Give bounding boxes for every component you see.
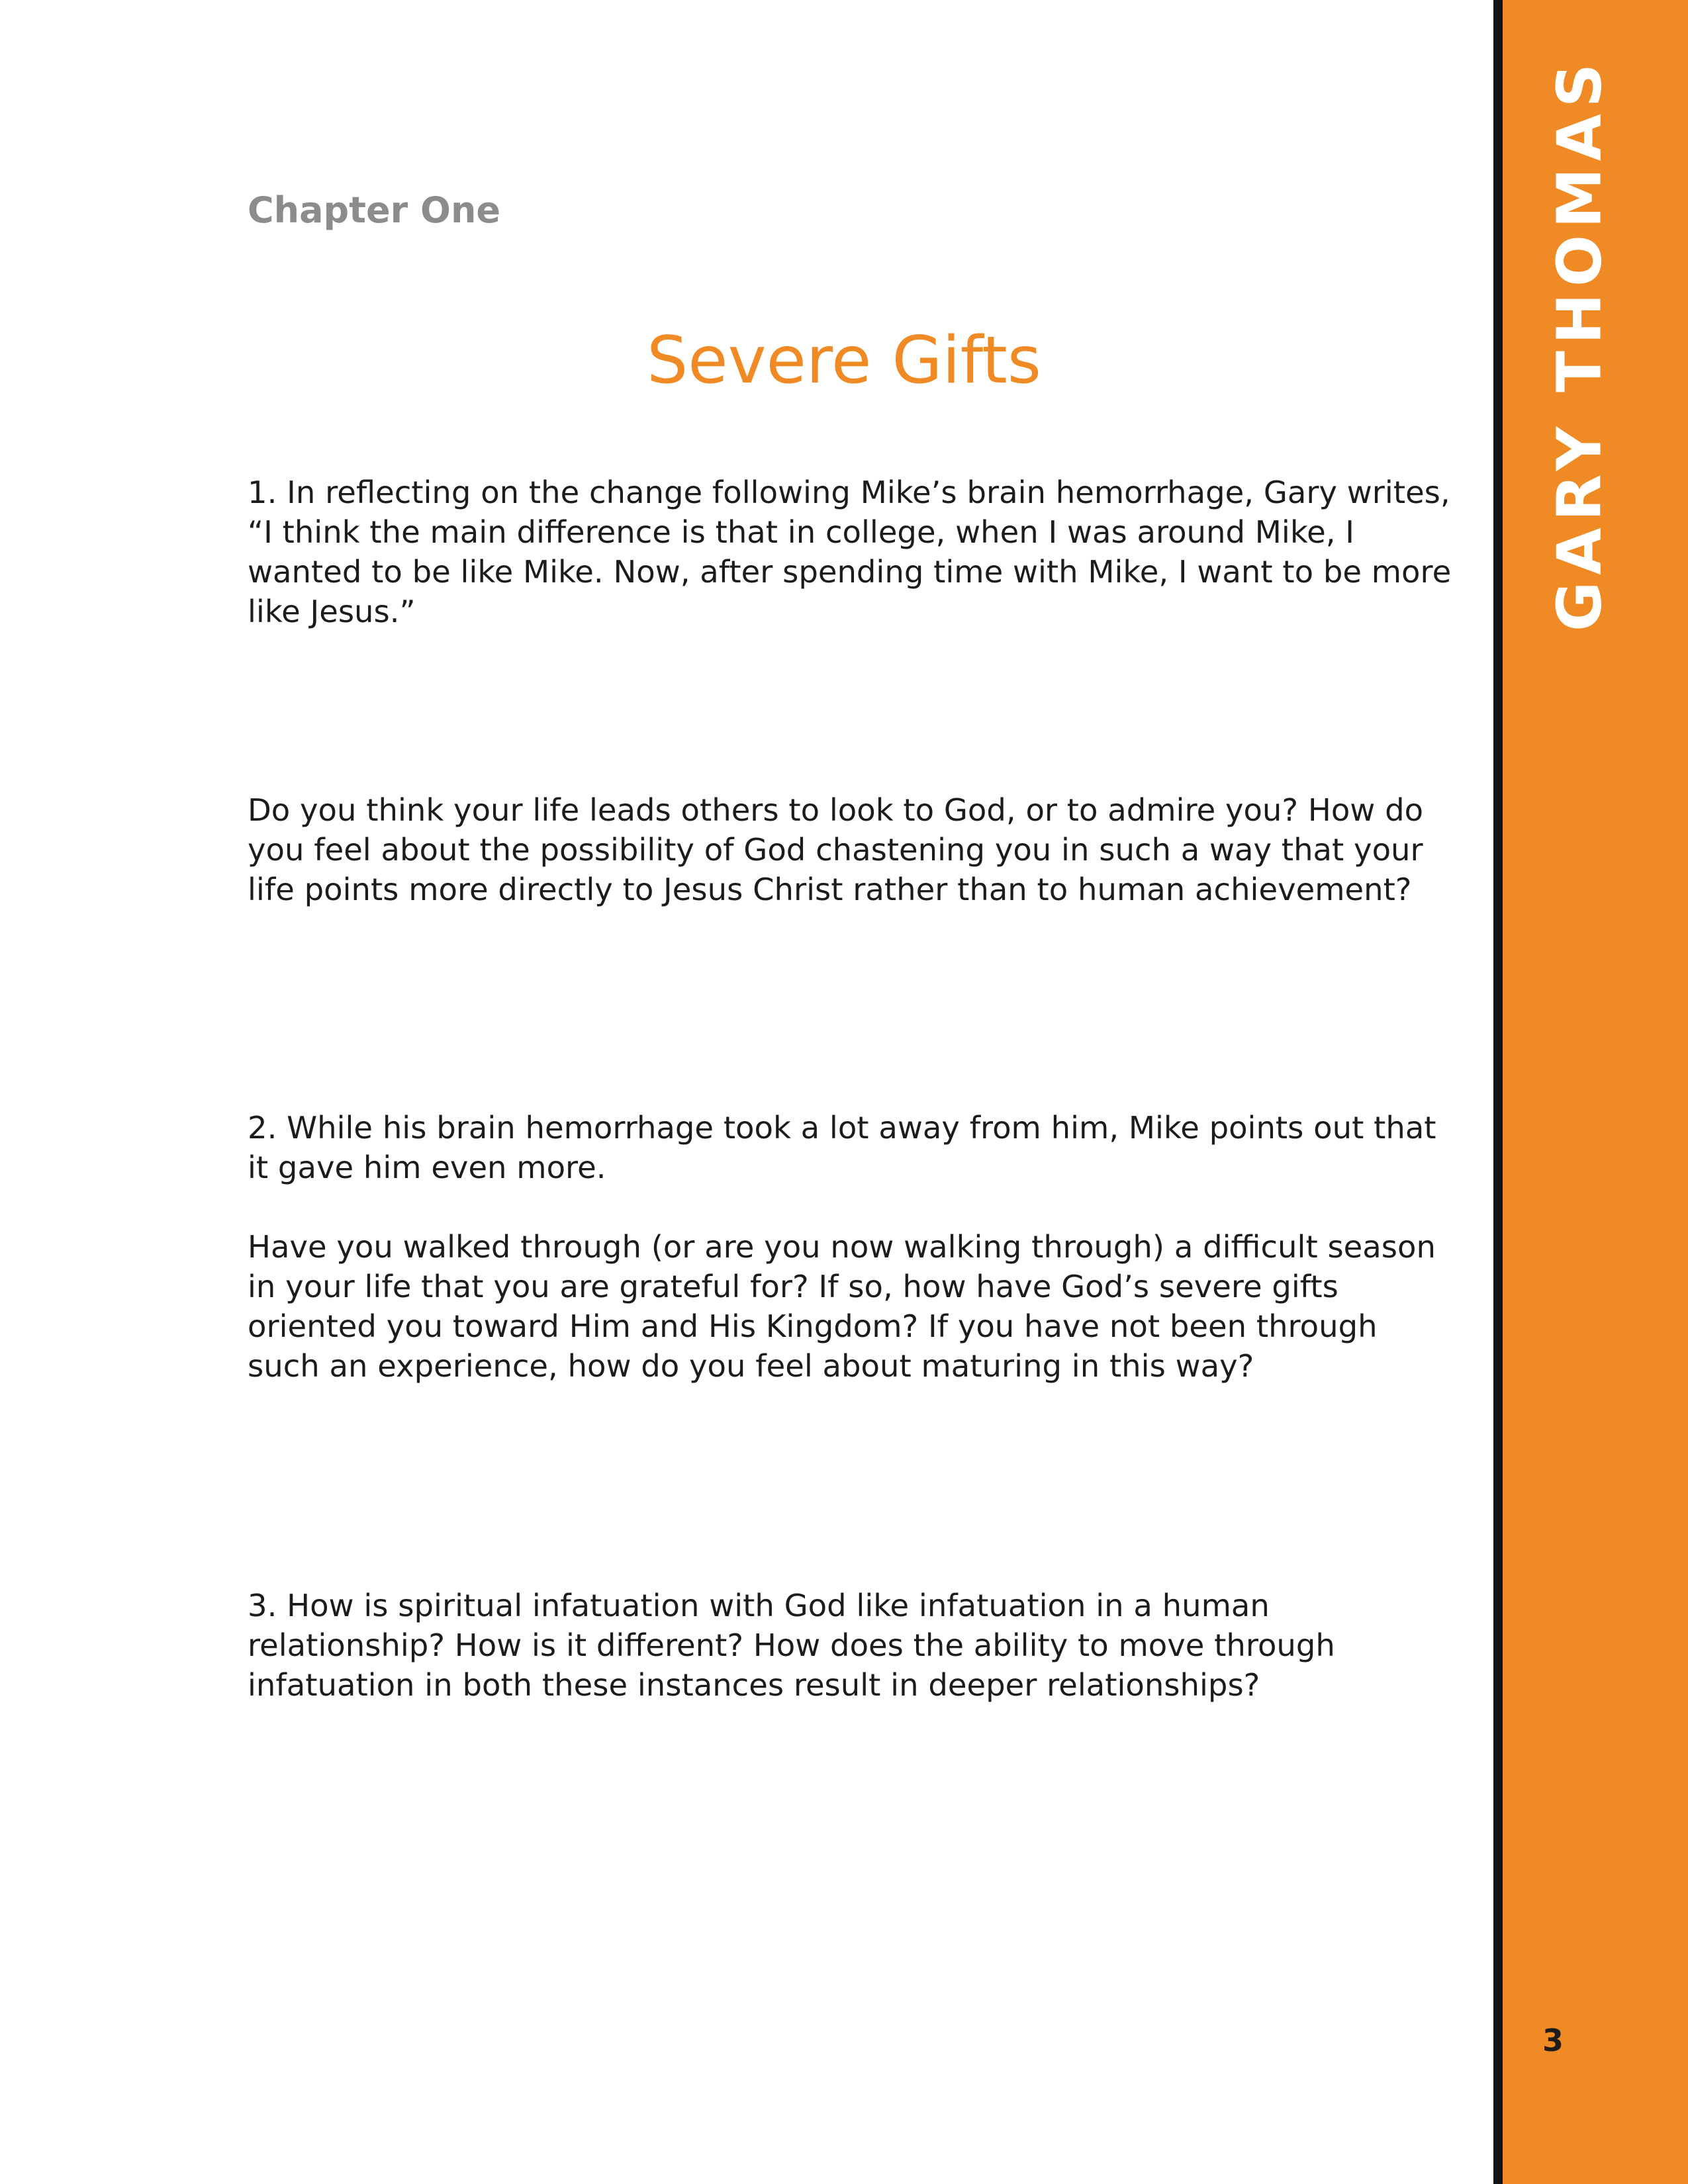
author-wrap [1540,56,1619,632]
page-title: Severe Gifts [647,323,1041,398]
author-name: GARY THOMAS [1544,56,1615,632]
question-2-prompt: 2. While his brain hemorrhage took a lot away from him, Mike points out that it gave him even more. [248,1110,1436,1185]
question-2-followup: Have you walked through (or are you now walking through) a difficult season in your life that you are grateful for? If so, how have God’s severe gifts oriented you toward Him and His Kingdom? If you have not been through such an experience, how do you feel about maturing in this way? [248,1229,1436,1384]
chapter-label: Chapter One [248,189,501,231]
sidebar-rule [1493,0,1503,2184]
page-number: 3 [1542,2023,1564,2058]
question-3-prompt: 3. How is spiritual infatuation with God like infatuation in a human relationship? How is it different? How does the ability to move through infatuation in both these instances result in deeper relationships? [248,1588,1335,1703]
question-1-followup: Do you think your life leads others to look to God, or to admire you? How do you feel about the possibility of God chastening you in such a way that your life points more directly to Jesus Christ rather than to human achievement? [248,792,1424,907]
question-1-prompt: 1. In reflecting on the change following Mike’s brain hemorrhage, Gary writes, “I think the main difference is that in college, when I was around Mike, I wanted to be like Mike. Now, after spending time with Mike, I want to be more like Jesus.” [248,475,1452,629]
